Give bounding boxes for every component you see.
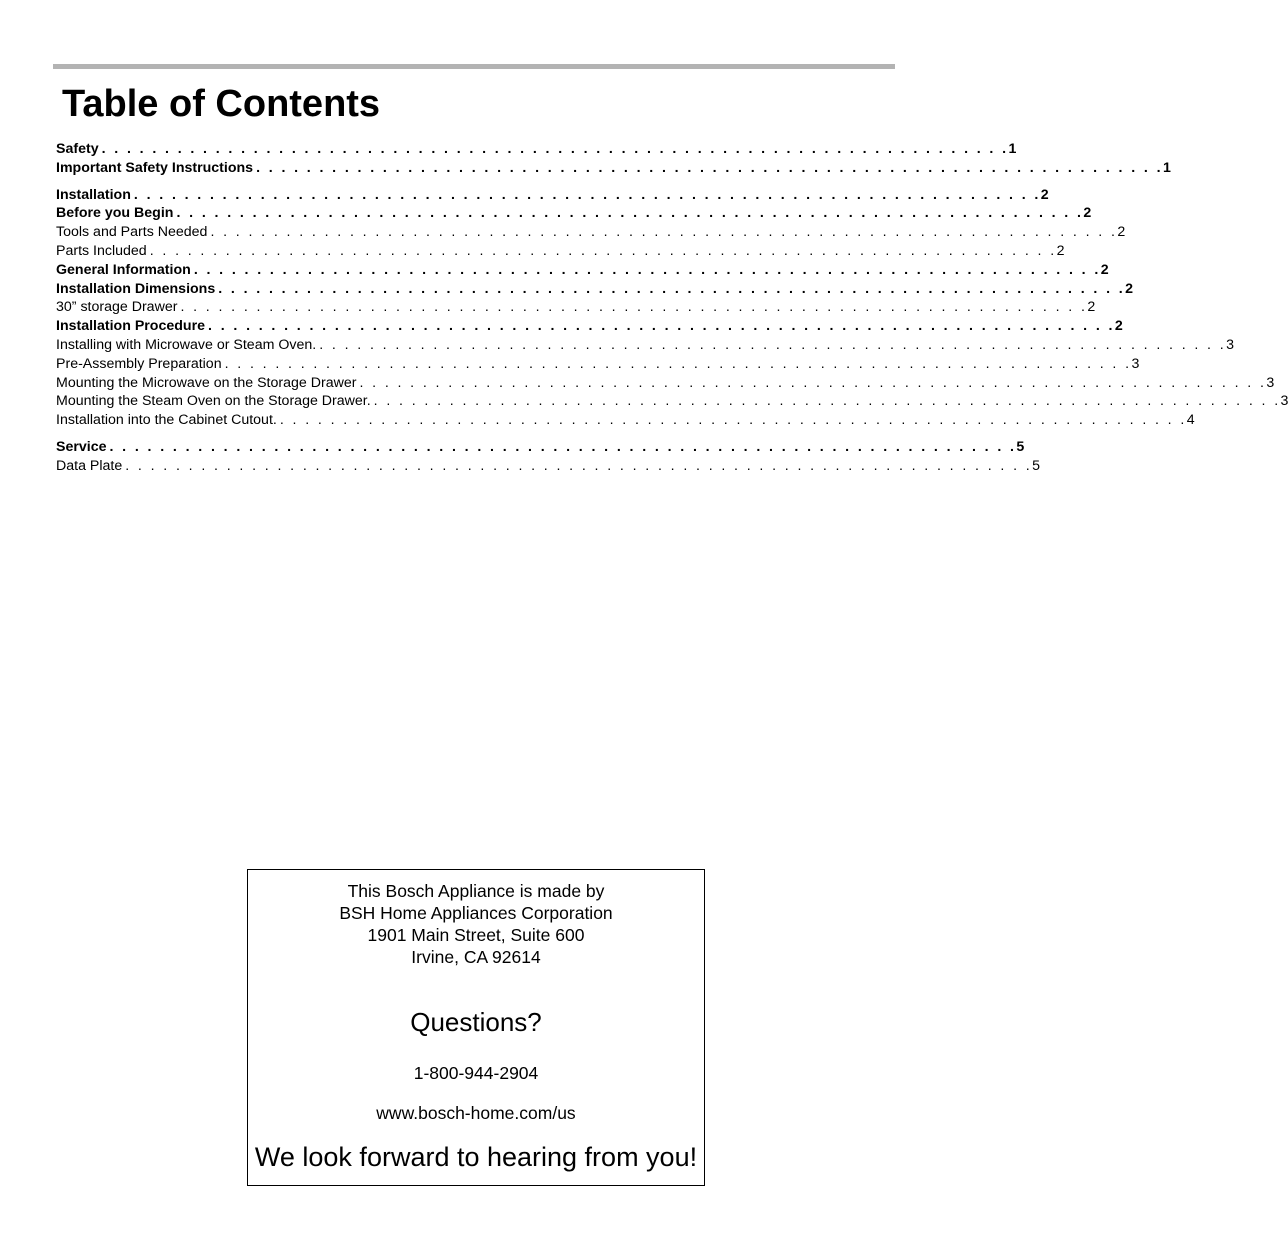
dot-leader: . . . . . . . . . . . . . . . . . . . . . . . . . . . . . . . . . . . . . . . . . . . . . . . . . . . . . . . . . . . . . . . . . . . . . . . . [218, 280, 1126, 297]
toc-entry-label: Pre-Assembly Preparation [56, 355, 222, 372]
toc-entry-label: Important Safety Instructions [56, 159, 254, 176]
toc-entry-label: Installing with Microwave or Steam Oven. [56, 336, 317, 353]
dot-leader: . . . . . . . . . . . . . . . . . . . . . . . . . . . . . . . . . . . . . . . . . . . . . . . . . . . . . . . . . . . . . . . . . . . . . . . . [101, 141, 1009, 157]
toc-entry[interactable] [56, 457, 1041, 476]
page-title: Table of Contents [62, 83, 381, 125]
toc-entry[interactable] [56, 261, 1109, 280]
toc-entry[interactable] [56, 186, 1049, 205]
toc-entry-label: Tools and Parts Needed [56, 224, 208, 241]
toc-entry[interactable] [56, 223, 1126, 242]
toc-entry[interactable] [56, 317, 1123, 336]
manufacturer-info [248, 880, 704, 968]
toc-entry-label: Service [56, 438, 107, 455]
toc-entry-label: Installation Dimensions [56, 280, 216, 297]
toc-entry-label: Installation Procedure [56, 318, 206, 335]
dot-leader: . . . . . . . . . . . . . . . . . . . . . . . . . . . . . . . . . . . . . . . . . . . . . . . . . . . . . . . . . . . . . . . . . . . . . . . . [256, 159, 1163, 176]
dot-leader: . . . . . . . . . . . . . . . . . . . . . . . . . . . . . . . . . . . . . . . . . . . . . . . . . . . . . . . . . . . . . . . . . . . . . . . . [125, 457, 1033, 474]
toc-entry-page: 2 [1117, 224, 1126, 241]
toc-entry[interactable] [56, 298, 1096, 317]
dot-leader: . . . . . . . . . . . . . . . . . . . . . . . . . . . . . . . . . . . . . . . . . . . . . . . . . . . . . . . . . . . . . . . . . . . . . . . . [359, 374, 1267, 391]
toc-entry-label: Parts Included [56, 242, 147, 259]
closing-message: We look forward to hearing from you! [254, 1142, 698, 1172]
toc-entry[interactable] [56, 140, 1017, 159]
toc-entry[interactable] [56, 242, 1065, 261]
dot-leader: . . . . . . . . . . . . . . . . . . . . . . . . . . . . . . . . . . . . . . . . . . . . . . . . . . . . . . . . . . . . . . . . . . . . . . . . [319, 336, 1227, 353]
dot-leader: . . . . . . . . . . . . . . . . . . . . . . . . . . . . . . . . . . . . . . . . . . . . . . . . . . . . . . . . . . . . . . . . . . . . . . . . [133, 186, 1041, 203]
toc-entry-page: 2 [1083, 205, 1092, 222]
toc-entry-page: 2 [1100, 261, 1109, 278]
questions-heading: Questions? [410, 1007, 542, 1037]
toc-entry-label: Mounting the Microwave on the Storage Drawer [56, 374, 357, 391]
website-link[interactable]: www.bosch-home.com/us [376, 1103, 576, 1123]
toc-entry[interactable] [56, 336, 1234, 355]
toc-group [56, 186, 1288, 430]
toc-entry-label: Installation [56, 186, 131, 203]
toc-entry-page: 5 [1016, 438, 1025, 455]
toc-entry-page: 4 [1186, 412, 1195, 429]
toc-entry-label: Installation into the Cabinet Cutout. [56, 412, 277, 429]
dot-leader: . . . . . . . . . . . . . . . . . . . . . . . . . . . . . . . . . . . . . . . . . . . . . . . . . . . . . . . . . . . . . . . . . . . . . . . . [193, 261, 1101, 278]
toc-entry-page: 3 [1266, 374, 1275, 391]
toc-group [56, 438, 1041, 476]
toc-entry-page: 1 [1162, 159, 1171, 176]
toc-entry-label: 30” storage Drawer [56, 299, 178, 316]
toc-entry-page: 2 [1125, 280, 1134, 297]
toc-entry-label: Safety [56, 141, 99, 157]
toc-entry[interactable] [56, 374, 1275, 393]
toc-entry-page: 2 [1040, 186, 1049, 203]
toc-entry-page: 2 [1056, 242, 1065, 259]
dot-leader: . . . . . . . . . . . . . . . . . . . . . . . . . . . . . . . . . . . . . . . . . . . . . . . . . . . . . . . . . . . . . . . . . . . . . . . . [210, 224, 1118, 241]
toc-entry-page: 3 [1131, 355, 1140, 372]
toc-entry[interactable] [56, 411, 1195, 430]
toc-entry-page: 3 [1226, 336, 1234, 353]
toc-entry-page: 3 [1280, 393, 1288, 410]
toc-entry[interactable] [56, 355, 1140, 374]
dot-leader: . . . . . . . . . . . . . . . . . . . . . . . . . . . . . . . . . . . . . . . . . . . . . . . . . . . . . . . . . . . . . . . . . . . . . . . . [109, 438, 1017, 455]
maker-line: Irvine, CA 92614 [411, 947, 541, 967]
maker-line: This Bosch Appliance is made by [347, 881, 605, 901]
toc-entry-page: 1 [1008, 141, 1017, 157]
toc-entry-label: Mounting the Steam Oven on the Storage Drawer. [56, 393, 371, 410]
dot-leader: . . . . . . . . . . . . . . . . . . . . . . . . . . . . . . . . . . . . . . . . . . . . . . . . . . . . . . . . . . . . . . . . . . . . . . . . [279, 412, 1187, 429]
toc-entry-label: Before you Begin [56, 205, 174, 222]
dot-leader: . . . . . . . . . . . . . . . . . . . . . . . . . . . . . . . . . . . . . . . . . . . . . . . . . . . . . . . . . . . . . . . . . . . . . . . . [373, 393, 1281, 410]
toc-entry[interactable] [56, 392, 1288, 411]
toc-entry-page: 2 [1087, 299, 1096, 316]
dot-leader: . . . . . . . . . . . . . . . . . . . . . . . . . . . . . . . . . . . . . . . . . . . . . . . . . . . . . . . . . . . . . . . . . . . . . . . . [180, 299, 1088, 316]
toc-entry-label: Data Plate [56, 457, 123, 474]
dot-leader: . . . . . . . . . . . . . . . . . . . . . . . . . . . . . . . . . . . . . . . . . . . . . . . . . . . . . . . . . . . . . . . . . . . . . . . . [149, 242, 1057, 259]
toc-entry[interactable] [56, 204, 1092, 223]
dot-leader: . . . . . . . . . . . . . . . . . . . . . . . . . . . . . . . . . . . . . . . . . . . . . . . . . . . . . . . . . . . . . . . . . . . . . . . . [224, 355, 1132, 372]
toc-group [56, 140, 1171, 178]
maker-line: BSH Home Appliances Corporation [339, 903, 613, 923]
contact-box [247, 869, 705, 1186]
toc-entry-page: 2 [1114, 318, 1123, 335]
toc-entry-page: 5 [1032, 457, 1041, 474]
maker-line: 1901 Main Street, Suite 600 [367, 925, 585, 945]
top-rule [53, 64, 895, 69]
toc-entry[interactable] [56, 159, 1171, 178]
toc-entry-label: General Information [56, 261, 191, 278]
dot-leader: . . . . . . . . . . . . . . . . . . . . . . . . . . . . . . . . . . . . . . . . . . . . . . . . . . . . . . . . . . . . . . . . . . . . . . . . [208, 318, 1115, 335]
toc-entry[interactable] [56, 438, 1025, 457]
dot-leader: . . . . . . . . . . . . . . . . . . . . . . . . . . . . . . . . . . . . . . . . . . . . . . . . . . . . . . . . . . . . . . . . . . . . . . . . [176, 205, 1084, 222]
toc-entry[interactable] [56, 280, 1134, 299]
table-of-contents [56, 140, 1288, 484]
phone-number: 1-800-944-2904 [413, 1063, 539, 1083]
